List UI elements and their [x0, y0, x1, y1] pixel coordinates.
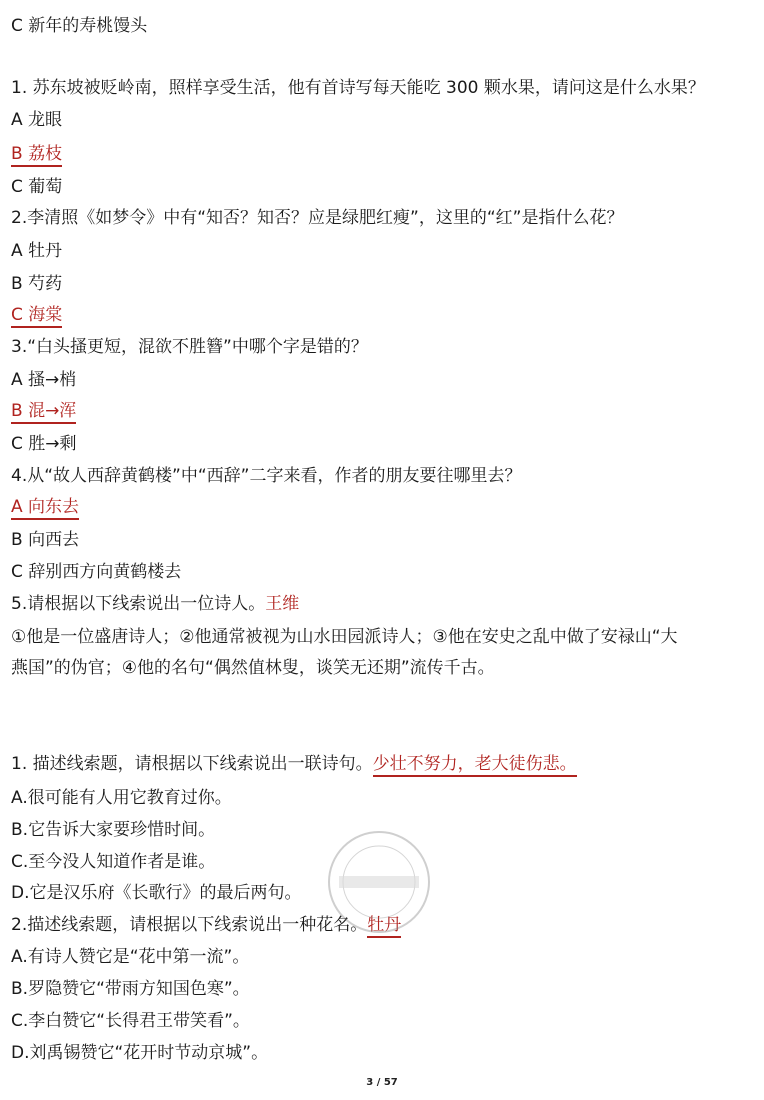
text-line — [11, 625, 678, 649]
text-line — [11, 1009, 250, 1033]
text-line — [11, 272, 62, 296]
line-text: 2.李清照《如梦令》中有“知否？知否？应是绿肥红瘦”，这里的“红”是指什么花？ — [11, 208, 624, 228]
line-text: D.它是汉乐府《长歌行》的最后两句。 — [11, 883, 302, 903]
line-text: C 葡萄 — [11, 177, 63, 197]
answer-text: 牡丹 — [367, 915, 401, 938]
text-line — [11, 850, 215, 874]
text-line — [11, 239, 62, 263]
line-text: B 混→浑 — [11, 401, 76, 424]
line-text: 1. 描述线索题，请根据以下线索说出一联诗句。 — [11, 754, 373, 774]
text-line — [11, 656, 495, 680]
line-text: 1. 苏东坡被贬岭南，照样享受生活，他有首诗写每天能吃 300 颗水果，请问这是什么水果？ — [11, 78, 705, 98]
text-line — [11, 206, 623, 230]
text-line — [11, 335, 368, 359]
text-line — [11, 175, 62, 199]
answer-option — [11, 399, 76, 423]
line-text: C 辞别西方向黄鹤楼去 — [11, 562, 182, 582]
text-line — [11, 14, 147, 38]
line-text: B 芍药 — [11, 274, 63, 294]
line-text: 2.描述线索题，请根据以下线索说出一种花名。 — [11, 915, 368, 935]
text-line — [11, 786, 232, 810]
text-line — [11, 560, 181, 584]
text-line — [11, 977, 250, 1001]
line-text: C 胜→剩 — [11, 434, 77, 454]
answer-option — [11, 142, 62, 166]
answer-text: 少壮不努力，老大徒伤悲。 — [373, 754, 577, 777]
text-line — [11, 1041, 268, 1065]
line-text: B.它告诉大家要珍惜时间。 — [11, 820, 216, 840]
line-text: C.李白赞它“长得君王带笑看”。 — [11, 1011, 250, 1031]
line-text: A.很可能有人用它教育过你。 — [11, 788, 232, 808]
line-text: C 新年的寿桃馒头 — [11, 16, 148, 36]
line-text: 4.从“故人西辞黄鹤楼”中“西辞”二字来看，作者的朋友要往哪里去？ — [11, 466, 522, 486]
text-line — [11, 76, 705, 100]
line-text: C 海棠 — [11, 305, 62, 328]
text-line — [11, 464, 521, 488]
text-line — [11, 818, 215, 842]
answer-option — [11, 303, 62, 327]
watermark-seal — [325, 828, 433, 936]
line-text: B.罗隐赞它“带雨方知国色寒”。 — [11, 979, 250, 999]
line-text: 5.请根据以下线索说出一位诗人。 — [11, 594, 266, 614]
line-text: 3.“白头搔更短，混欲不胜簪”中哪个字是错的？ — [11, 337, 368, 357]
line-text: C.至今没人知道作者是谁。 — [11, 852, 216, 872]
line-text: A 搔→梢 — [11, 370, 77, 390]
answer-option — [11, 495, 79, 519]
text-line — [11, 528, 79, 552]
text-line — [11, 432, 77, 456]
line-text: 燕国”的伪官；④他的名句“偶然值林叟，谈笑无还期”流传千古。 — [11, 658, 495, 678]
line-text: A 向东去 — [11, 497, 79, 520]
page-number: 3 / 57 — [366, 1077, 398, 1088]
line-text: D.刘禹锡赞它“花开时节动京城”。 — [11, 1043, 269, 1063]
line-text: B 荔枝 — [11, 144, 62, 167]
line-text: A 牡丹 — [11, 241, 63, 261]
text-line — [11, 108, 62, 132]
text-line — [11, 368, 76, 392]
text-line — [11, 881, 302, 905]
text-line — [11, 752, 577, 776]
line-text: A.有诗人赞它是“花中第一流”。 — [11, 947, 250, 967]
text-line — [11, 592, 299, 616]
line-text: B 向西去 — [11, 530, 80, 550]
answer-text: 王维 — [265, 594, 300, 614]
line-text: ①他是一位盛唐诗人；②他通常被视为山水田园派诗人；③他在安史之乱中做了安禄山“大 — [11, 627, 678, 647]
line-text: A 龙眼 — [11, 110, 63, 130]
text-line — [11, 945, 249, 969]
